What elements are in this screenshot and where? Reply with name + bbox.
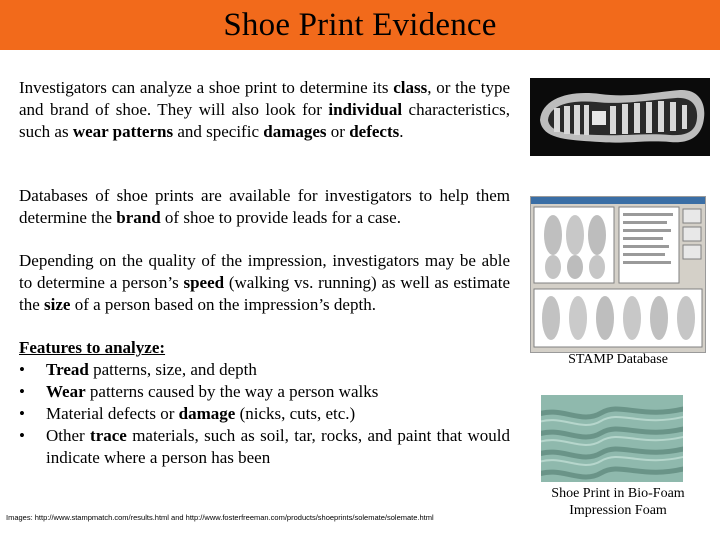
stamp-database-screenshot-icon	[531, 197, 705, 352]
features-list	[19, 337, 510, 469]
shoeprint-photo-icon	[530, 78, 710, 156]
emphasis-text: class	[393, 78, 428, 97]
text-run: (walking vs. running) as well as estimate the	[19, 273, 510, 314]
emphasis-text: trace	[90, 426, 127, 445]
text-run: materials, such as soil, tar, rocks, and paint that would indicate where a person has been	[46, 426, 510, 467]
feature-text	[46, 360, 257, 379]
feature-item	[19, 381, 510, 403]
text-run: Other	[46, 426, 91, 445]
text-run: .	[399, 122, 404, 141]
features-heading: Features to analyze:	[19, 338, 166, 357]
emphasis-text: speed	[183, 273, 225, 292]
stamp-database-screenshot	[530, 196, 706, 353]
bullet: •	[19, 382, 25, 401]
emphasis-text: size	[44, 295, 71, 314]
text-run: , or the type and brand of shoe. They will also look for	[19, 78, 510, 119]
text-run: (nicks, cuts, etc.)	[235, 404, 356, 423]
feature-item	[19, 425, 510, 469]
emphasis-text: Tread	[46, 360, 89, 379]
feature-item	[19, 403, 510, 425]
text-run: Databases of shoe prints are available for investigators to help them determine the	[19, 186, 510, 227]
emphasis-text: individual	[328, 100, 403, 119]
emphasis-text: damages	[263, 122, 327, 141]
features-items	[19, 359, 510, 469]
text-run: characteristics, such as	[19, 100, 510, 141]
feature-text	[46, 404, 355, 423]
shoeprint-photo	[530, 78, 710, 156]
emphasis-text: Wear	[46, 382, 86, 401]
paragraph-databases	[19, 185, 510, 229]
feature-text	[46, 382, 378, 401]
title-bar	[0, 0, 720, 50]
biofoam-impression-photo	[541, 395, 683, 482]
emphasis-text: damage	[178, 404, 236, 423]
bullet: •	[19, 404, 25, 423]
paragraph-class-individual	[19, 77, 510, 143]
text-run: of a person based on the impression’s depth.	[70, 295, 376, 314]
emphasis-text: wear patterns	[72, 122, 174, 141]
emphasis-text: defects	[349, 122, 400, 141]
emphasis-text: brand	[116, 208, 161, 227]
feature-item	[19, 359, 510, 381]
text-run: or	[326, 122, 350, 141]
bullet: •	[19, 426, 25, 445]
biofoam-impression-icon	[541, 395, 683, 482]
slide-title: Shoe Print Evidence	[223, 6, 497, 43]
feature-text	[46, 426, 510, 467]
image-credit: Images: http://www.stampmatch.com/results.html and http://www.fosterfreeman.com/products/shoeprints/solemate/solemate.html	[6, 513, 434, 522]
text-run: of shoe to provide leads for a case.	[160, 208, 401, 227]
text-run: patterns, size, and depth	[88, 360, 257, 379]
stamp-database-caption: STAMP Database	[568, 352, 668, 367]
text-run: Material defects or	[46, 404, 179, 423]
paragraph-speed-size	[19, 250, 510, 316]
text-run: patterns caused by the way a person walks	[85, 382, 379, 401]
text-run: Investigators can analyze a shoe print to determine its	[19, 78, 394, 97]
text-run: and specific	[173, 122, 264, 141]
text-run: Depending on the quality of the impression, investigators may be able to determine a person’s	[19, 251, 510, 292]
biofoam-caption: Shoe Print in Bio-Foam Impression Foam	[551, 486, 685, 518]
bullet: •	[19, 360, 25, 379]
